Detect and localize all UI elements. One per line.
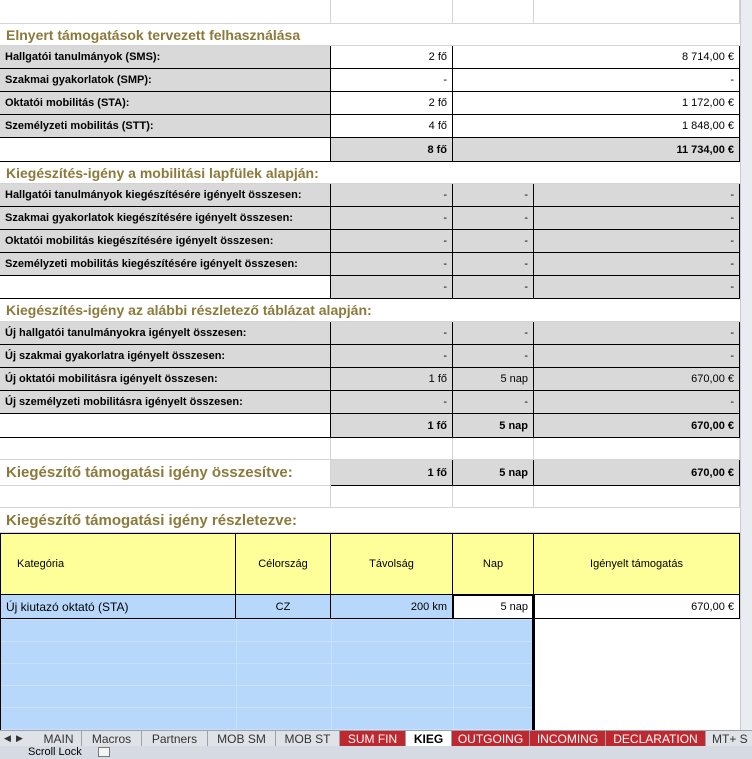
row-label[interactable]: Új szakmai gyakorlatra igényelt összesen: — [0, 345, 331, 368]
amount-cell[interactable]: 8 714,00 € — [453, 46, 740, 69]
count-cell[interactable]: 2 fő — [331, 92, 453, 115]
amount-cell[interactable]: 670,00 € — [534, 368, 740, 391]
cell[interactable] — [0, 486, 331, 508]
days-cell[interactable]: - — [453, 184, 534, 207]
total-amount-cell[interactable]: 670,00 € — [534, 414, 740, 438]
tab-mob-st[interactable]: MOB ST — [276, 731, 340, 746]
row-label[interactable]: Oktatói mobilitás kiegészítésére igényelt összesen: — [0, 230, 331, 253]
count-cell[interactable]: - — [331, 391, 453, 414]
cell[interactable] — [534, 438, 740, 460]
section-header-allocated: Elnyert támogatások tervezett felhasználása — [0, 24, 740, 46]
section-header-summary: Kiegészítő támogatási igény összesítve: — [0, 460, 331, 486]
detail-days-cell[interactable]: 5 nap — [453, 595, 534, 619]
row-label[interactable]: Új oktatói mobilitásra igényelt összesen: — [0, 368, 331, 391]
tab-kieg[interactable]: KIEG — [406, 731, 452, 746]
count-cell[interactable]: - — [331, 345, 453, 368]
tab-outgoing[interactable]: OUTGOING — [452, 731, 530, 746]
total-count-cell[interactable]: 1 fő — [331, 414, 453, 438]
tab-sum-fin[interactable]: SUM FIN — [340, 731, 406, 746]
count-cell[interactable]: - — [331, 184, 453, 207]
amount-cell[interactable]: - — [534, 207, 740, 230]
amount-cell[interactable]: - — [534, 253, 740, 276]
summary-amount-cell[interactable]: 670,00 € — [534, 460, 740, 486]
amount-cell[interactable]: - — [534, 391, 740, 414]
total-count-cell[interactable]: 8 fő — [331, 138, 453, 162]
amount-cell[interactable]: - — [534, 345, 740, 368]
section-header-detailed: Kiegészítő támogatási igény részletezve: — [0, 508, 740, 533]
days-cell[interactable]: - — [453, 322, 534, 345]
border-line — [532, 595, 535, 730]
row-label[interactable]: Oktatói mobilitás (STA): — [0, 92, 331, 115]
cell[interactable] — [534, 486, 740, 508]
tab-mt-plus[interactable]: MT+ S — [712, 731, 748, 746]
row-label[interactable]: Hallgatói tanulmányok (SMS): — [0, 46, 331, 69]
row-label[interactable]: Hallgatói tanulmányok kiegészítésére igényelt összesen: — [0, 184, 331, 207]
scroll-lock-indicator: Scroll Lock — [28, 746, 82, 758]
col-header-days[interactable]: Nap — [453, 533, 534, 595]
tab-declaration[interactable]: DECLARATION — [606, 731, 706, 746]
amount-cell[interactable]: - — [534, 322, 740, 345]
cell[interactable] — [0, 276, 331, 299]
count-cell[interactable]: 2 fő — [331, 46, 453, 69]
count-cell[interactable]: - — [331, 207, 453, 230]
tab-macros[interactable]: Macros — [82, 731, 142, 746]
days-cell[interactable]: - — [453, 345, 534, 368]
row-label[interactable]: Új személyzeti mobilitásra igényelt összesen: — [0, 391, 331, 414]
count-cell[interactable]: - — [331, 322, 453, 345]
col-header-country[interactable]: Célország — [236, 533, 331, 595]
summary-count-cell[interactable]: 1 fő — [331, 460, 453, 486]
row-label[interactable]: Személyzeti mobilitás (STT): — [0, 115, 331, 138]
days-cell[interactable]: 5 nap — [453, 368, 534, 391]
cell[interactable] — [0, 438, 331, 460]
row-label[interactable]: Új hallgatói tanulmányokra igényelt összesen: — [0, 322, 331, 345]
total-amount-cell[interactable]: 11 734,00 € — [453, 138, 740, 162]
count-cell[interactable]: 1 fő — [331, 368, 453, 391]
vertical-scrollbar[interactable] — [740, 0, 752, 730]
col-header-distance[interactable]: Távolság — [331, 533, 453, 595]
total-days-cell[interactable]: 5 nap — [453, 414, 534, 438]
detail-distance-cell[interactable]: 200 km — [331, 595, 453, 619]
days-cell[interactable]: - — [453, 391, 534, 414]
gridline — [453, 619, 454, 730]
cell[interactable] — [453, 486, 534, 508]
amount-cell[interactable]: 1 172,00 € — [453, 92, 740, 115]
sheet-tab-bar — [0, 730, 752, 746]
amount-cell[interactable]: - — [534, 230, 740, 253]
cell[interactable] — [331, 486, 453, 508]
col-header-support[interactable]: Igényelt támogatás — [534, 533, 740, 595]
total-days-cell[interactable]: - — [453, 276, 534, 299]
tab-incoming[interactable]: INCOMING — [530, 731, 606, 746]
days-cell[interactable]: - — [453, 207, 534, 230]
section-header-detail-table: Kiegészítés-igény az alábbi részletező táblázat alapján: — [0, 299, 740, 322]
cell[interactable] — [0, 138, 331, 162]
cell[interactable] — [0, 414, 331, 438]
cell[interactable] — [331, 0, 453, 24]
count-cell[interactable]: 4 fő — [331, 115, 453, 138]
cell[interactable] — [331, 438, 453, 460]
detail-category-cell[interactable]: Új kiutazó oktató (STA) — [0, 595, 236, 619]
count-cell[interactable]: - — [331, 230, 453, 253]
detail-country-cell[interactable]: CZ — [236, 595, 331, 619]
cell[interactable] — [0, 0, 331, 24]
first-sheet-icon[interactable]: ◀ — [4, 733, 11, 743]
total-amount-cell[interactable]: - — [534, 276, 740, 299]
status-bar — [0, 746, 752, 759]
cell[interactable] — [534, 0, 740, 24]
last-sheet-icon[interactable]: ▶ — [16, 733, 23, 743]
days-cell[interactable]: - — [453, 230, 534, 253]
amount-cell[interactable]: - — [534, 184, 740, 207]
tab-partners[interactable]: Partners — [142, 731, 208, 746]
cell[interactable] — [453, 0, 534, 24]
section-header-mobility-tabs: Kiegészítés-igény a mobilitási lapfülek alapján: — [0, 162, 740, 184]
count-cell[interactable]: - — [331, 253, 453, 276]
col-header-category[interactable]: Kategória — [0, 533, 236, 595]
days-cell[interactable]: - — [453, 253, 534, 276]
row-label[interactable]: Személyzeti mobilitás kiegészítésére igényelt összesen: — [0, 253, 331, 276]
detail-support-cell[interactable]: 670,00 € — [534, 595, 740, 619]
total-count-cell[interactable]: - — [331, 276, 453, 299]
gridline — [236, 619, 237, 730]
row-label[interactable]: Szakmai gyakorlatok (SMP): — [0, 69, 331, 92]
tab-mob-sm[interactable]: MOB SM — [208, 731, 276, 746]
count-cell[interactable]: - — [331, 69, 453, 92]
summary-days-cell[interactable]: 5 nap — [453, 460, 534, 486]
cell[interactable] — [453, 438, 534, 460]
row-label[interactable]: Szakmai gyakorlatok kiegészítésére igényelt összesen: — [0, 207, 331, 230]
tab-main[interactable]: MAIN — [36, 731, 82, 746]
amount-cell[interactable]: - — [453, 69, 740, 92]
amount-cell[interactable]: 1 848,00 € — [453, 115, 740, 138]
gridline — [331, 619, 332, 730]
macro-record-icon[interactable] — [98, 747, 110, 757]
